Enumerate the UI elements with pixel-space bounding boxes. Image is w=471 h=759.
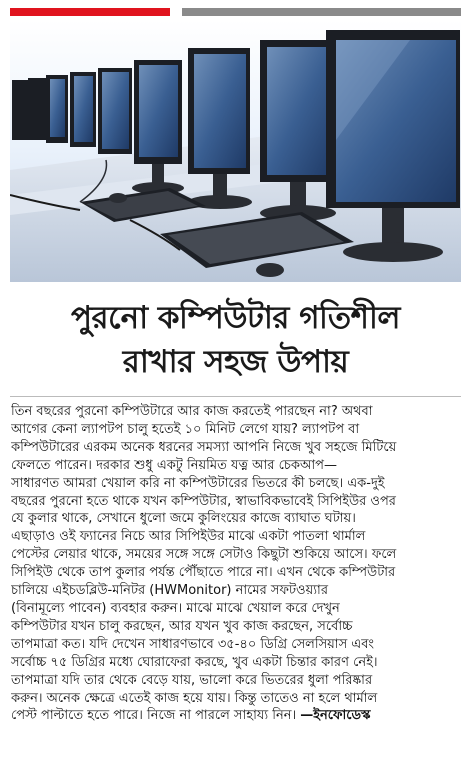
gray-accent-bar — [182, 8, 461, 16]
article-line: পেস্টের লেয়ার থাকে, সময়ের সঙ্গে সঙ্গে সেটাও কিছুটা শুকিয়ে আসে। ফলে — [11, 547, 397, 563]
article-line: সাধারণত আমরা খেয়াল করি না কম্পিউটারের ভিতরে কী চলছে। এক-দুই — [11, 475, 385, 491]
article-line: সর্বোচ্চ ৭৫ ডিগ্রির মধ্যে ঘোরাফেরা করছে, খুব একটা চিন্তার কারণ নেই। — [11, 654, 378, 670]
article-line: ফেলতে পারেন। দরকার শুধু একটু নিয়মিত যত্ন আর চেকআপ— — [11, 457, 337, 473]
headline — [10, 296, 461, 384]
article-line: তাপমাত্রা কত। যদি দেখেন সাধারণভাবে ৩৫-৪০ ডিগ্রি সেলসিয়াস এবং — [11, 636, 375, 652]
article-line: তাপমাত্রা যদি তার থেকে বেড়ে যায়, ভালো করে ভিতরের ধুলা পরিষ্কার — [11, 672, 373, 688]
red-accent-bar — [10, 8, 170, 16]
article-line: বছরের পুরনো হতে থাকে যখন কম্পিউটার, স্বাভাবিকভাবেই সিপিইউর ওপর — [11, 493, 396, 509]
article-body — [11, 403, 462, 725]
article-line: কম্পিউটারের এরকম অনেক ধরনের সমস্যা আপনি নিজে খুব সহজে মিটিয়ে — [11, 439, 397, 455]
divider — [10, 396, 461, 397]
article-line: করুন। অনেক ক্ষেত্রে এতেই কাজ হয়ে যায়। কিন্তু তাতেও না হলে থার্মাল — [11, 690, 378, 706]
computer-lab-photo — [10, 20, 461, 282]
author-signature: —ইনফোডেস্ক — [300, 708, 371, 724]
headline-line-1: পুরনো কম্পিউটার গতিশীল — [71, 300, 400, 336]
article-line: যে কুলার থাকে, সেখানে ধুলো জমে কুলিংয়ের কাজে ব্যাঘাত ঘটায়। — [11, 511, 356, 527]
article-line-text: পেস্ট পাল্টাতে হতে পারে। নিজে না পারলে সাহায্য নিন। — [11, 708, 297, 724]
article-line: সিপিইউ থেকে তাপ কুলার পর্যন্ত পৌঁছাতে পারে না। এখন থেকে কম্পিউটার — [11, 565, 396, 581]
headline-line-2: রাখার সহজ উপায় — [122, 344, 349, 380]
article-line: এছাড়াও ওই ফ্যানের নিচে আর সিপিইউর মাঝে একটা পাতলা থার্মাল — [11, 529, 366, 545]
article-line: (বিনামূল্যে পাবেন) ব্যবহার করুন। মাঝে মাঝে খেয়াল করে দেখুন — [11, 600, 340, 616]
article-line: চালিয়ে এইচডব্লিউ-মনিটর (HWMonitor) নামের সফটওয়্যার — [11, 583, 328, 599]
header-accent-bar — [10, 8, 461, 16]
article-line: তিন বছরের পুরনো কম্পিউটারে আর কাজ করতেই পারছেন না? অথবা — [11, 404, 373, 419]
article-line: আগের কেনা ল্যাপটপ চালু হতেই ১০ মিনিট লেগে যায়? ল্যাপটপ বা — [11, 421, 360, 437]
article-line: কম্পিউটার যখন চালু করছেন, আর যখন খুব কাজ করছেন, সর্বোচ্চ — [11, 618, 353, 634]
article-last-line — [11, 707, 462, 725]
